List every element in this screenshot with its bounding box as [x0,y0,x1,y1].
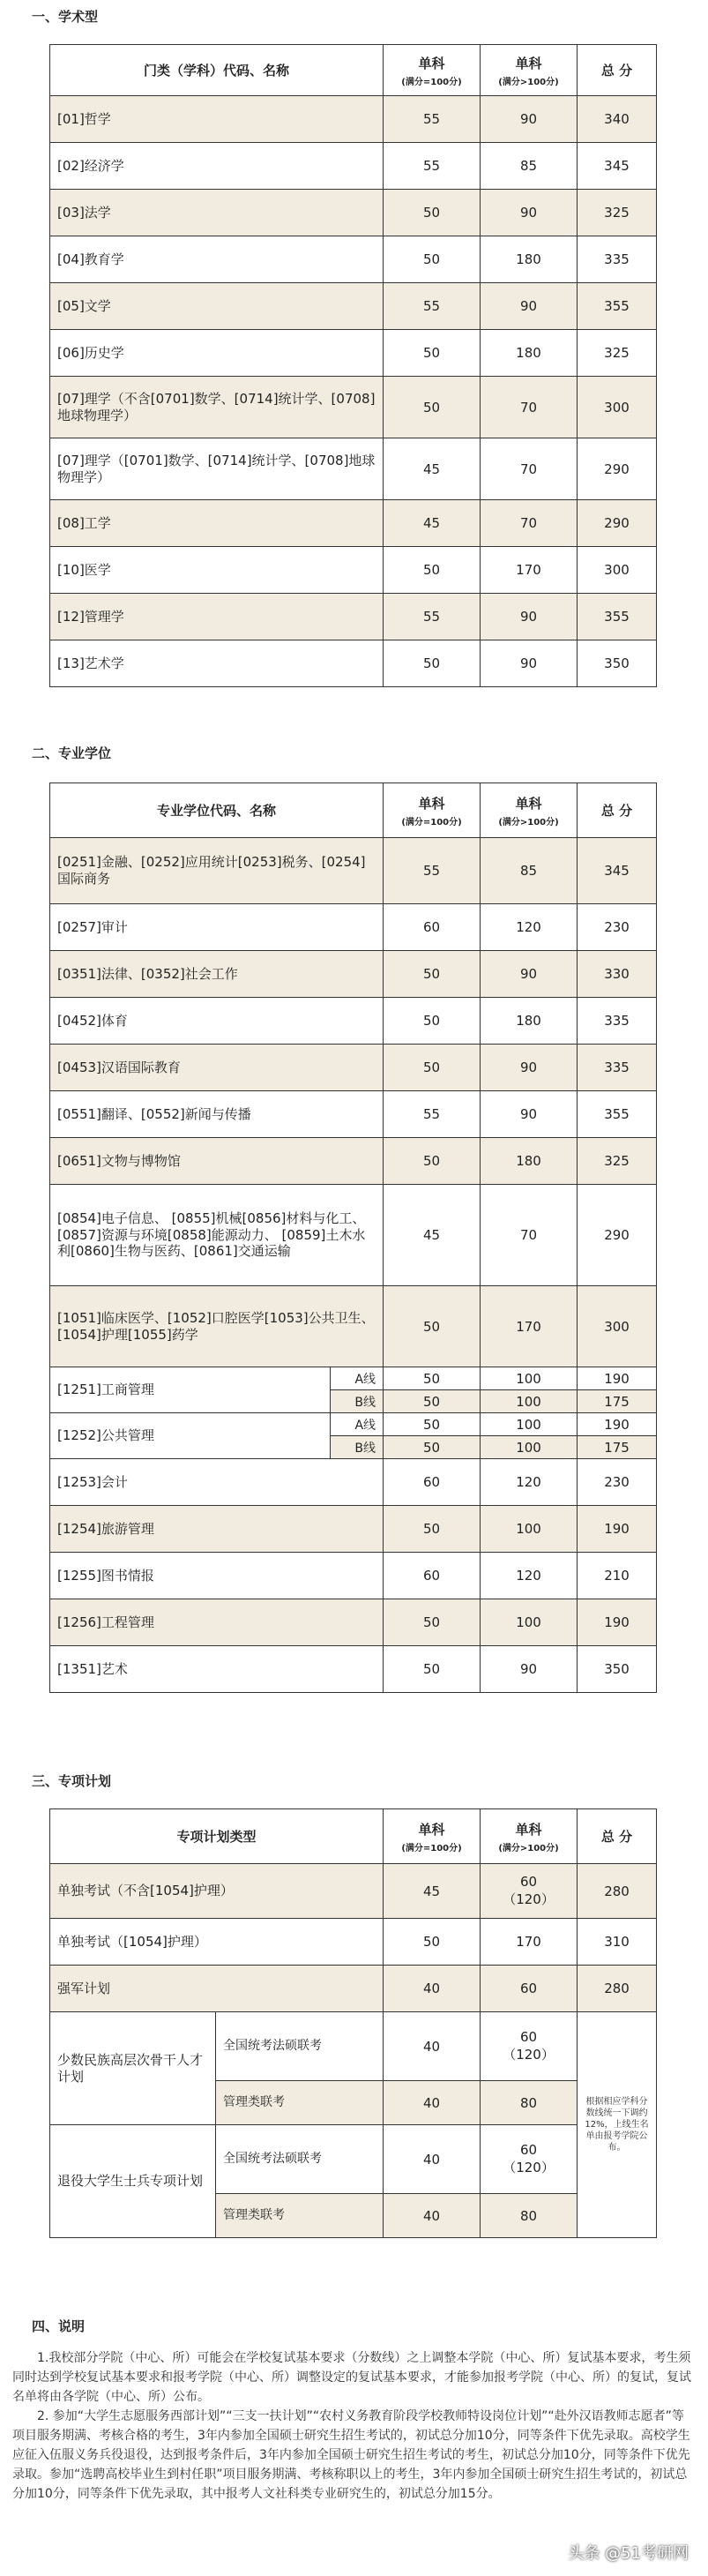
section-title-professional: 二、专业学位 [32,745,112,761]
section-title-academic: 一、学术型 [32,9,99,25]
table-row: 单独考试（不含[1054]护理） 45 60 （120） 280 [50,1864,657,1919]
header-total: 总 分 [578,45,657,96]
header-plan-type: 专项计划类型 [50,1809,384,1864]
table-row: [08]工学 45 70 290 [50,500,657,547]
section-title-notes: 四、说明 [32,2318,86,2334]
table-row: [13]艺术学 50 90 350 [50,640,657,687]
watermark: 头条 @51考研网 [568,2544,689,2563]
table-row: [1051]临床医学、[1052]口腔医学[1053]公共卫生、[1054]护理[1055]药学 50 170 300 [50,1286,657,1367]
header-single-100: 单科 (满分=100分) [384,1809,481,1864]
table-row: [0351]法律、[0352]社会工作 50 90 330 [50,951,657,998]
table-row: [1254]旅游管理 50 100 190 [50,1506,657,1553]
table-row: [12]管理学 55 90 355 [50,594,657,640]
table-row: B线 50 100 175 [50,1390,657,1413]
section-title-special-plan: 三、专项计划 [32,1773,112,1789]
table-row: [0551]翻译、[0552]新闻与传播 55 90 355 [50,1091,657,1138]
table-row: [1252]公共管理 A线 50 100 190 [50,1413,657,1436]
table-row: [04]教育学 50 180 335 [50,236,657,283]
special-plan-note: 根据相应学科分数线统一下调约12%，上线生名单由报考学院公布。 [578,2012,657,2238]
header-single-over-100: 单科 (满分>100分) [481,45,578,96]
note-paragraph: 1.我校部分学院（中心、所）可能会在学校复试基本要求（分数线）之上调整本学院（中心、所）复试基本要求，考生须同时达到学校复试基本要求和报考学院（中心、所）调整设定的复试基本要求，才能参加报考学院（中心、所）的复试，复试名单将由各学院（中心、所）公布。 [12,2351,691,2404]
table-row: [06]历史学 50 180 325 [50,330,657,377]
score-value: 60 [519,2142,538,2158]
table-row: 管理类联考 40 80 [50,2081,657,2125]
table-row: [07]理学（[0701]数学、[0714]统计学、[0708]地球物理学） 45 70 290 [50,438,657,500]
table-row: 单独考试（[1054]护理） 50 170 310 [50,1919,657,1966]
table-row: [1251]工商管理 A线 50 100 190 [50,1367,657,1390]
table-row: [0651]文物与博物馆 50 180 325 [50,1138,657,1185]
table-row: [0452]体育 50 180 335 [50,998,657,1045]
header-total: 总 分 [578,783,657,838]
score-value-alt: （120） [503,1891,555,1907]
score-value-alt: （120） [503,2047,555,2063]
table-row: [0453]汉语国际教育 50 90 335 [50,1045,657,1091]
table-row: [0257]审计 60 120 230 [50,904,657,951]
table-row: [1255]图书情报 60 120 210 [50,1553,657,1599]
table-row: [1253]会计 60 120 230 [50,1459,657,1506]
table-row: [05]文学 55 90 355 [50,283,657,330]
table-row: 强军计划 40 60 280 [50,1966,657,2012]
header-single-100: 单科 (满分=100分) [384,783,481,838]
header-total: 总 分 [578,1809,657,1864]
header-single-100: 单科 (满分=100分) [384,45,481,96]
notes-body [12,2348,696,2504]
header-discipline: 门类（学科）代码、名称 [50,45,384,96]
table-header-row [50,783,657,838]
table-row: [03]法学 50 90 325 [50,190,657,236]
table-row: [1256]工程管理 50 100 190 [50,1599,657,1646]
header-degree: 专业学位代码、名称 [50,783,384,838]
table-row: 退役大学生士兵专项计划 全国统考法硕联考 40 60 （120） [50,2125,657,2194]
score-value-alt: （120） [503,2160,555,2175]
table-row: [10]医学 50 170 300 [50,547,657,594]
table-row: 少数民族高层次骨干人才计划 全国统考法硕联考 40 60 （120） 根据相应学科分数线统一下调约12%，上线生名单由报考学院公布。 [50,2012,657,2081]
table-row: [07]理学（不含[0701]数学、[0714]统计学、[0708]地球物理学） 50 70 300 [50,377,657,438]
header-single-over-100: 单科 (满分>100分) [481,1809,578,1864]
professional-score-table [49,783,657,1693]
score-value: 60 [519,2029,538,2045]
special-plan-table [49,1808,657,2238]
table-header-row [50,45,657,96]
score-value: 60 [519,1874,538,1890]
table-row: [0854]电子信息、 [0855]机械[0856]材料与化工、[0857]资源与环境[0858]能源动力、 [0859]土木水利[0860]生物与医药、[0861]交通运输 45 70 290 [50,1185,657,1286]
table-row: 管理类联考 40 80 [50,2194,657,2238]
table-row: B线 50 100 175 [50,1436,657,1459]
table-row: [01]哲学 55 90 340 [50,96,657,143]
note-paragraph: 2. 参加“大学生志愿服务西部计划”“三支一扶计划”“农村义务教育阶段学校教师特设岗位计划”“赴外汉语教师志愿者”等项目服务期满、考核合格的考生，3年内参加全国硕士研究生招生考试的，初试总分加10分，同等条件下优先录取。高校学生应征入伍服义务兵役退役，达到报考条件后，3年内参加全国硕士研究生招生考试的考生，初试总分加10分，同等条件下优先录取。参加“选聘高校毕业生到村任职”项目服务期满、考核称职以上的考生，3年内参加全国硕士研究生招生考试的，初试总分加10分，同等条件下优先录取，其中报考人文社科类专业研究生的，初试总分加15分。 [12,2409,690,2501]
academic-score-table [49,44,657,687]
table-header-row [50,1809,657,1864]
table-row: [0251]金融、[0252]应用统计[0253]税务、[0254]国际商务 55 85 345 [50,838,657,904]
header-single-over-100: 单科 (满分>100分) [481,783,578,838]
table-row: [1351]艺术 50 90 350 [50,1646,657,1693]
table-row: [02]经济学 55 85 345 [50,143,657,190]
